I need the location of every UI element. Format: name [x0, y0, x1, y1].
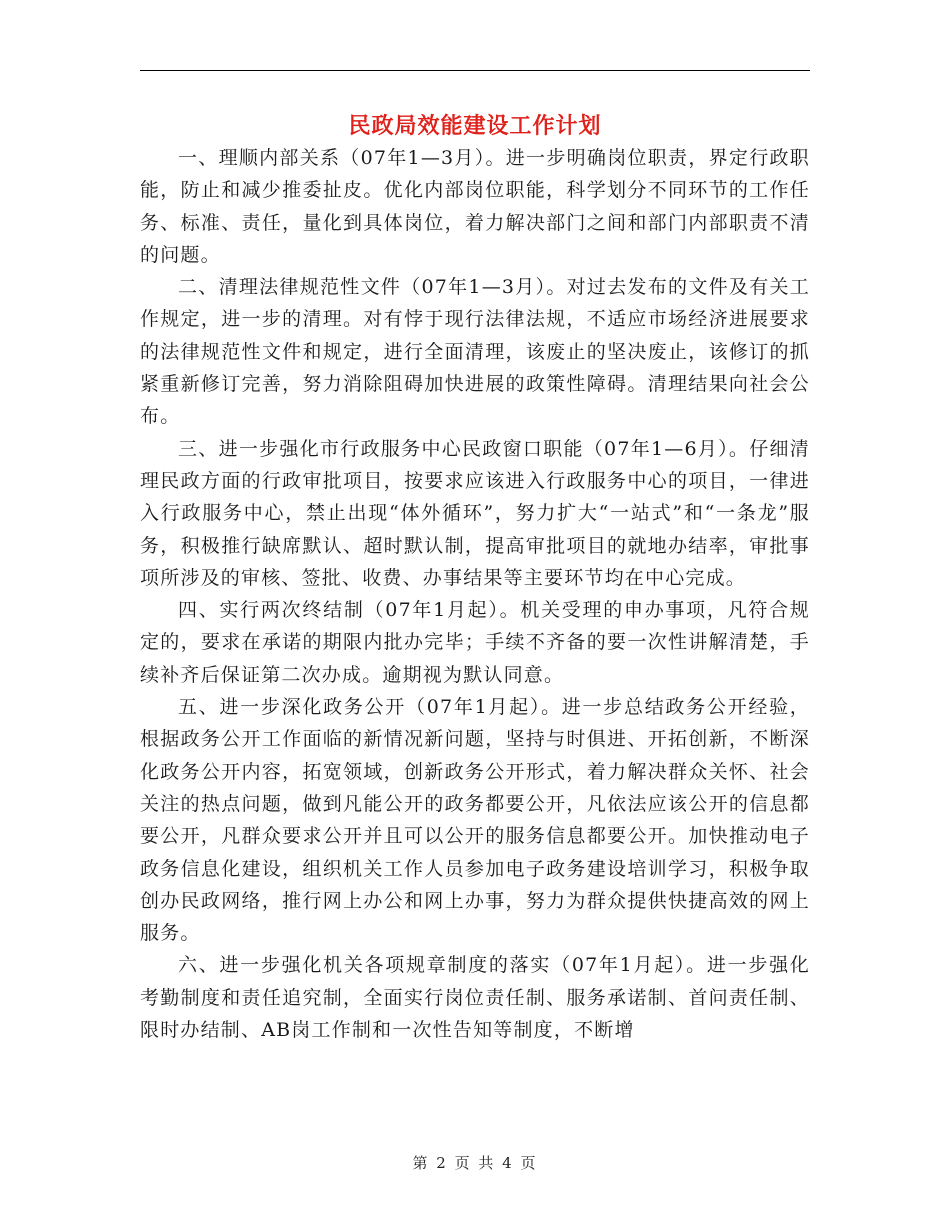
paragraph-1: 一、理顺内部关系（07年1—3月）。进一步明确岗位职责，界定行政职能，防止和减少推委扯皮。优化内部岗位职能，科学划分不同环节的工作任务、标准、责任，量化到具体岗位，着力解决部门之间和部门内部职责不清的问题。 [140, 147, 810, 266]
paragraph-4: 四、实行两次终结制（07年1月起）。机关受理的申办事项，凡符合规定的，要求在承诺的期限内批办完毕；手续不齐备的要一次性讲解清楚，手续补齐后保证第二次办成。逾期视为默认同意。 [140, 599, 810, 686]
page-number-footer: 第 2 页 共 4 页 [412, 1154, 538, 1172]
header-rule [140, 70, 810, 71]
document-body [140, 142, 810, 1046]
paragraph-2: 二、清理法律规范性文件（07年1—3月）。对过去发布的文件及有关工作规定，进一步的清理。对有悖于现行法律法规，不适应市场经济进展要求的法律规范性文件和规定，进行全面清理，该废止的坚决废止，该修订的抓紧重新修订完善，努力消除阻碍加快进展的政策性障碍。清理结果向社会公布。 [140, 276, 810, 428]
paragraph-6: 六、进一步强化机关各项规章制度的落实（07年1月起）。进一步强化考勤制度和责任追究制，全面实行岗位责任制、服务承诺制、首问责任制、限时办结制、AB岗工作制和一次性告知等制度，不断增 [140, 954, 810, 1042]
paragraph-3: 三、进一步强化市行政服务中心民政窗口职能（07年1—6月）。仔细清理民政方面的行政审批项目，按要求应该进入行政服务中心的项目，一律进入行政服务中心，禁止出现“体外循环”，努力扩大“一站式”和“一条龙”服务，积极推行缺席默认、超时默认制，提高审批项目的就地办结率，审批事项所涉及的审核、签批、收费、办事结果等主要环节均在中心完成。 [140, 437, 810, 589]
paragraph-5: 五、进一步深化政务公开（07年1月起）。进一步总结政务公开经验，根据政务公开工作面临的新情况新问题，坚持与时俱进、开拓创新，不断深化政务公开内容，拓宽领域，创新政务公开形式，着力解决群众关怀、社会关注的热点问题，做到凡能公开的政务都要公开，凡依法应该公开的信息都要公开，凡群众要求公开并且可以公开的服务信息都要公开。加快推动电子政务信息化建设，组织机关工作人员参加电子政务建设培训学习，积极争取创办民政网络，推行网上办公和网上办事，努力为群众提供快捷高效的网上服务。 [140, 696, 810, 945]
page-title: 民政局效能建设工作计划 [348, 113, 602, 139]
